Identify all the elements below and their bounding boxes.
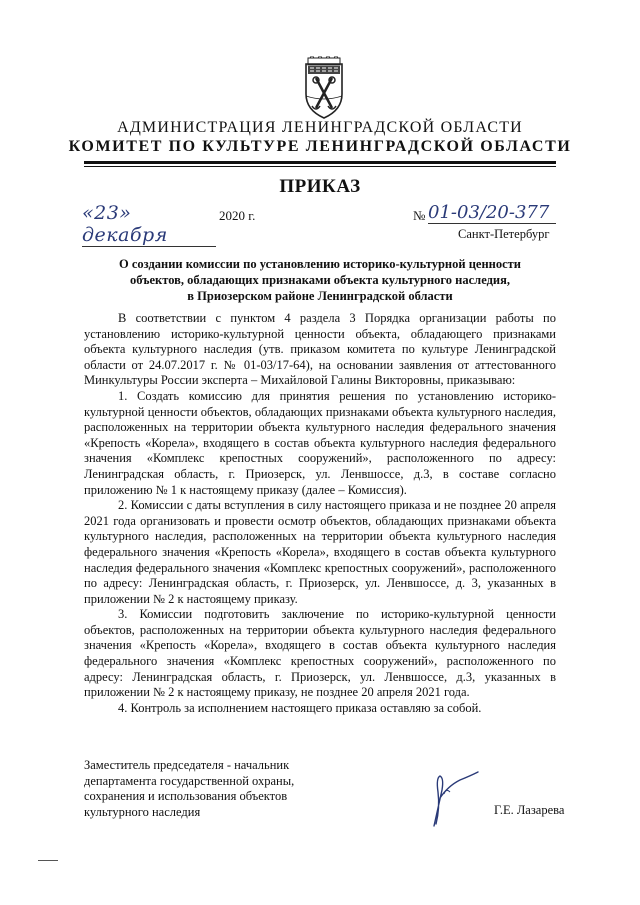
header-rule-thick [84, 161, 556, 164]
order-subject [100, 256, 540, 304]
order-number: 01-03/20-377 [428, 202, 556, 224]
clause-3: 3. Комиссии подготовить заключение по историко-культурной ценности объектов, расположенных на территории объекта культурного наследия федерального значения «Крепость «Корела», входящего в состав объекта культурного наследия федерального значения «Комплекс крепостных сооружений», расположенного по адресу: Ленинградская область, г. Приозерск, ул. Ленвшоссе, д.3, указанных в приложении № 2 к настоящему приказу, не позднее 20 апреля 2021 года. [84, 607, 556, 700]
clause-4: 4. Контроль за исполнением настоящего приказа оставляю за собой. [118, 700, 482, 715]
coat-of-arms-icon [302, 56, 346, 120]
date-handwritten: «23» декабря [82, 202, 216, 247]
subject-line: в Приозерском районе Ленинградской области [187, 289, 453, 303]
signatory-position [84, 758, 334, 820]
handwritten-signature [420, 768, 480, 830]
number-sign: № [413, 208, 426, 223]
city: Санкт-Петербург [458, 227, 550, 241]
document-title: ПРИКАЗ [279, 176, 361, 197]
signatory-line: культурного наследия [84, 804, 201, 819]
header-rule-thin [84, 166, 556, 167]
date-year: 2020 г. [219, 208, 256, 223]
signatory-line: Заместитель председателя - начальник [84, 758, 290, 772]
signatory-name: Г.Е. Лазарева [494, 803, 565, 817]
subject-line: О создании комиссии по установлению историко-культурной ценности [119, 257, 521, 271]
clause-1: 1. Создать комиссию для принятия решения по установлению историко-культурной ценности объектов, обладающих признаками объекта культурного наследия, расположенных на территории объекта культурного наследия федерального значения «Крепость «Корела», входящего в состав объекта культурного наследия федерального значения «Комплекс крепостных сооружений», расположенного по адресу: Ленинградская область, г. Приозерск, ул. Ленвшоссе, д.3, в составе согласно приложению № 1 к настоящему приказу (далее – Комиссия). [84, 388, 556, 497]
signatory-line: сохранения и использования объектов [84, 789, 288, 804]
footer-mark [38, 860, 58, 861]
clause-2: 2. Комиссии с даты вступления в силу настоящего приказа и не позднее 20 апреля 2021 года организовать и провести осмотр объектов, обладающих признаками объекта культурного наследия, расположенных на территории объекта культурного наследия федерального значения «Крепость «Корела», входящего в состав объекта культурного наследия федерального значения «Комплекс крепостных сооружений», расположенного по адресу: Ленинградская область, г. Приозерск, ул. Ленвшоссе, д. 3, указанных в приложении № 2 к настоящему приказу. [84, 498, 556, 606]
preamble-paragraph: В соответствии с пунктом 4 раздела 3 Порядка организации работы по установлению историко-культурной ценности объекта, обладающего признаками объекта культурного наследия (утв. приказом комитета по культуре Ленинградской области от 24.07.2017 г. № 01-03/17-64), на основании заявления от аттестованного Минкультуры России эксперта – Михайловой Галины Викторовны, приказываю: [84, 311, 556, 388]
signatory-line: департамента государственной охраны, [84, 773, 295, 788]
organization-name: АДМИНИСТРАЦИЯ ЛЕНИНГРАДСКОЙ ОБЛАСТИ [117, 119, 523, 136]
subject-line: объектов, обладающих признаками объекта культурного наследия, [130, 273, 510, 287]
committee-name: КОМИТЕТ ПО КУЛЬТУРЕ ЛЕНИНГРАДСКОЙ ОБЛАСТИ [68, 138, 572, 155]
order-body [84, 311, 556, 716]
